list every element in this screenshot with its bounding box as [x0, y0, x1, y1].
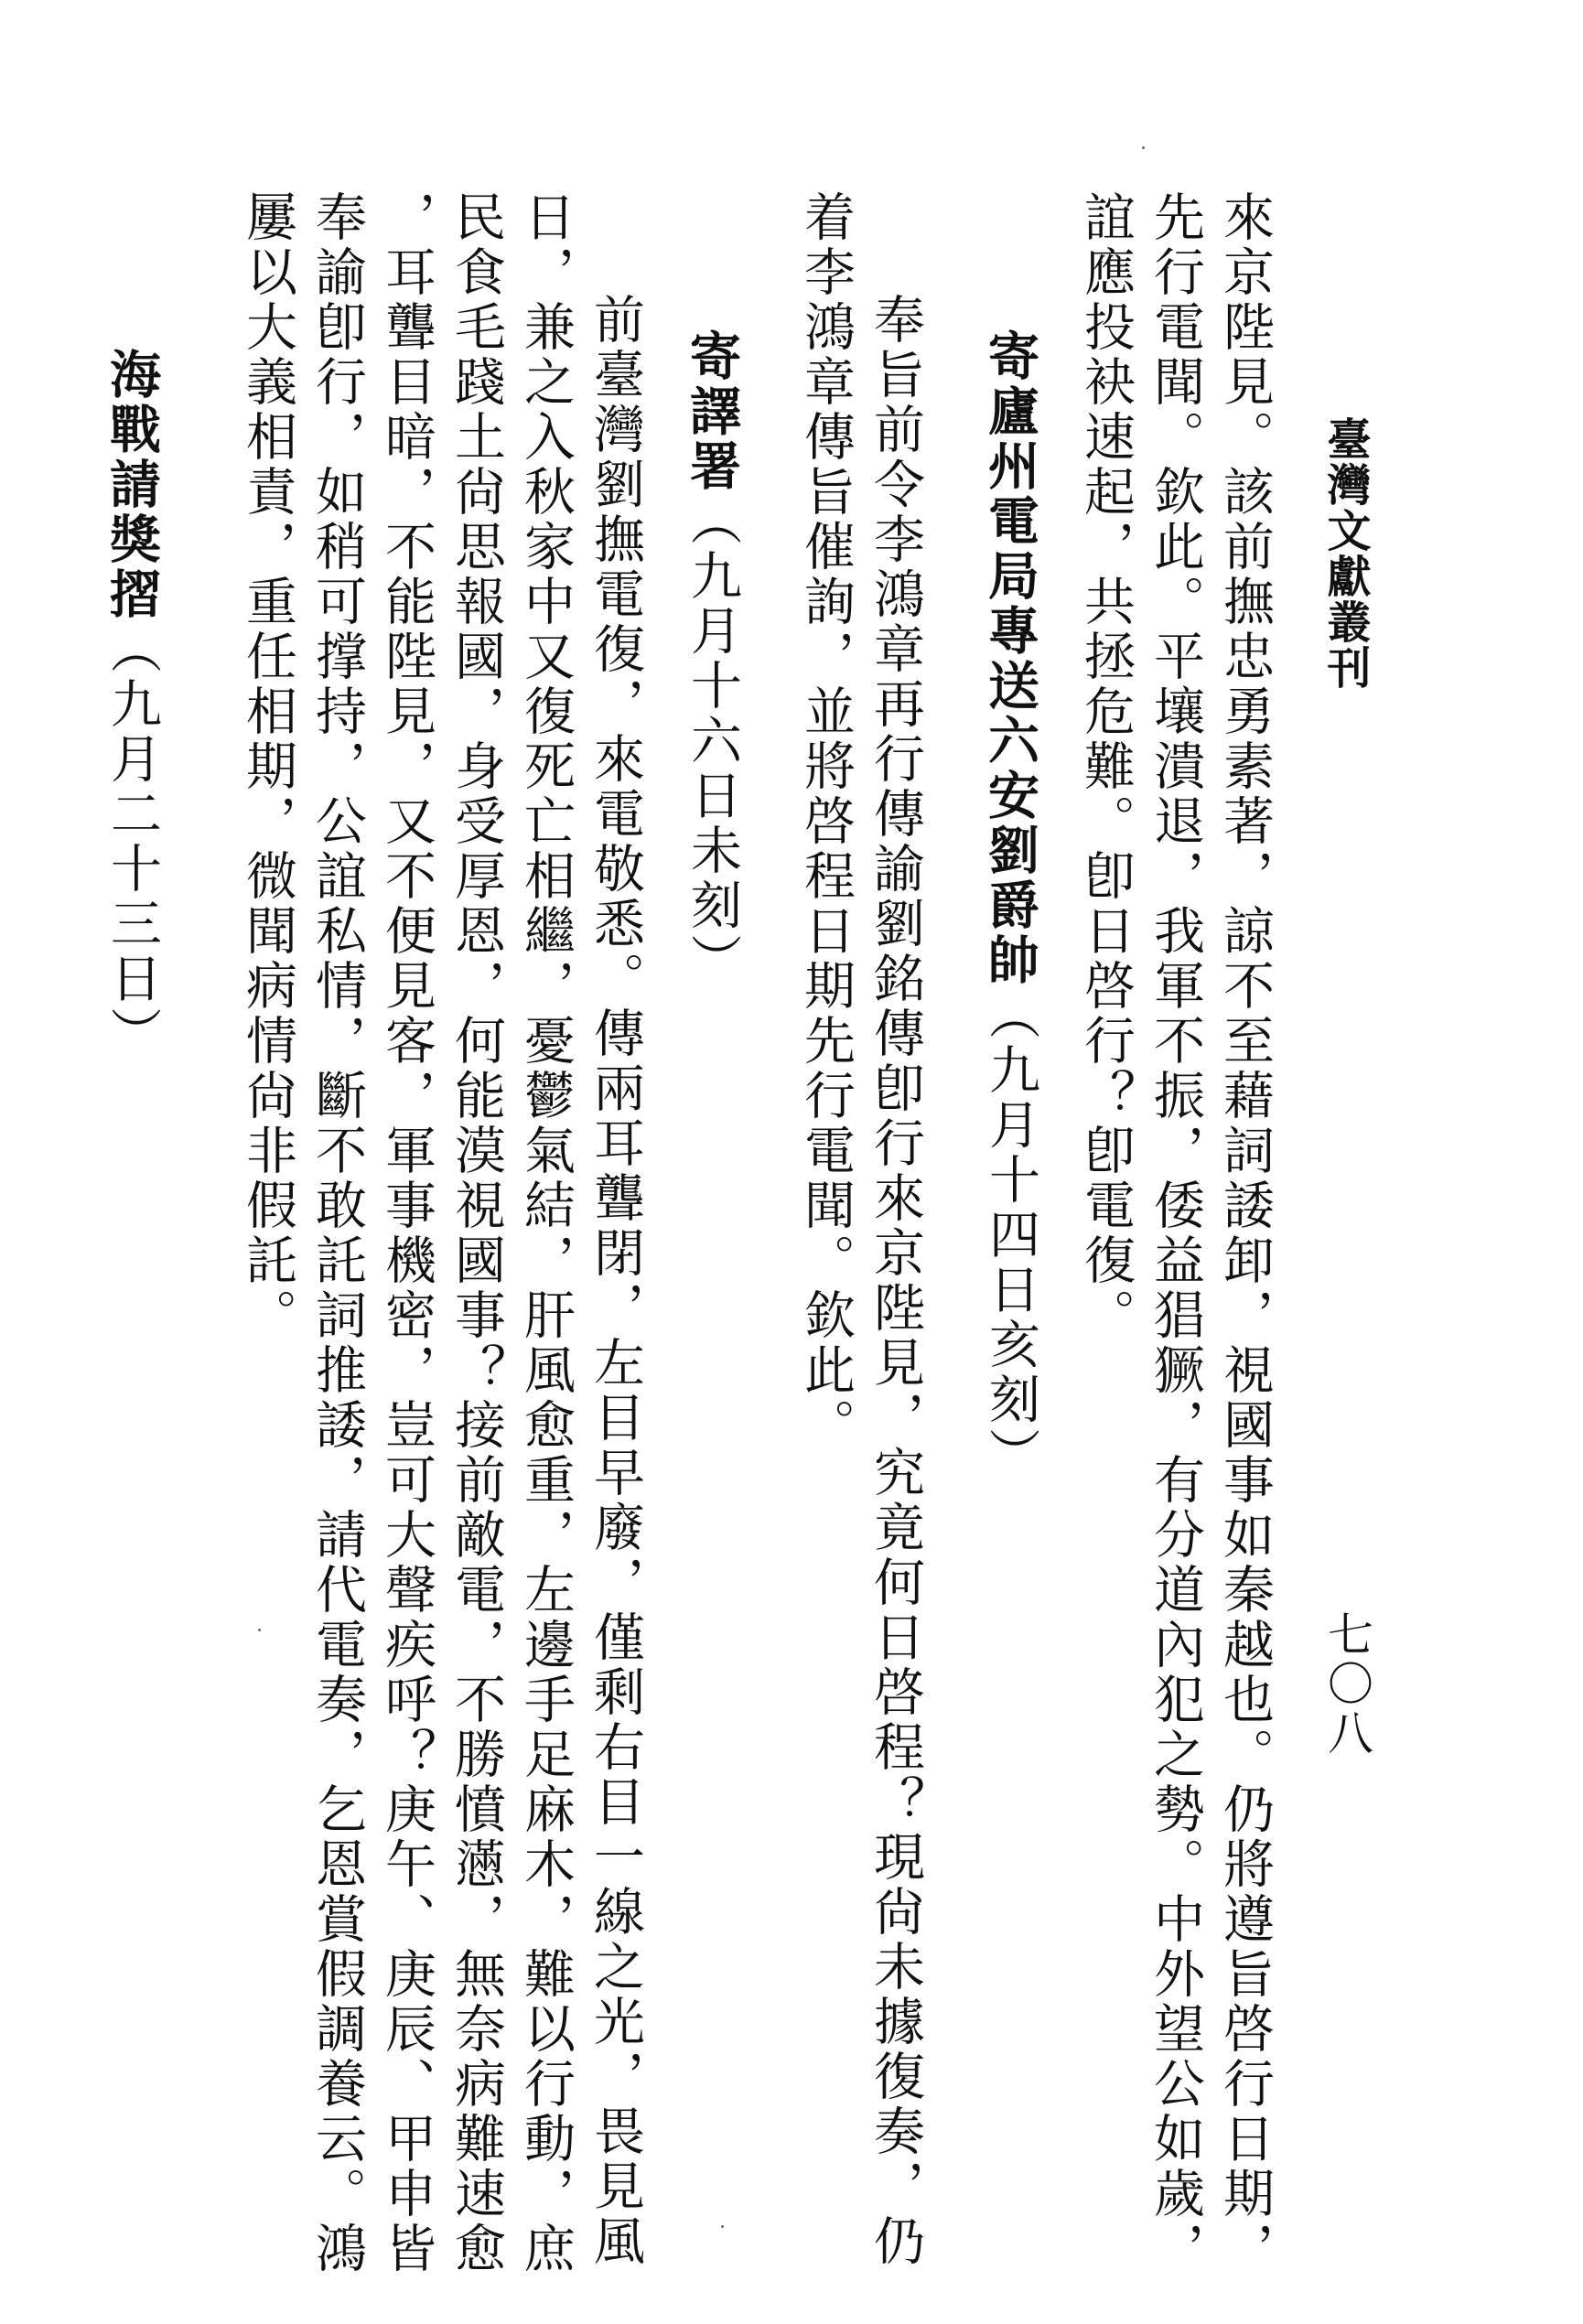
- section-heading: [980, 329, 1040, 1482]
- text-column: 奉諭卽行，如稍可撑持，公誼私情，斷不敢託詞推諉，請代電奏，乞恩賞假調養云。鴻: [307, 190, 367, 2276]
- text-column: 着李鴻章傳旨催詢，並將啓程日期先行電聞。欽此。: [796, 190, 856, 1453]
- section-heading-date: （九月十四日亥刻）: [981, 988, 1040, 1482]
- scan-speck: [258, 1629, 261, 1631]
- page-number: 七〇八: [1320, 1610, 1373, 1759]
- section-heading-date: （九月十六日未刻）: [683, 494, 742, 988]
- scan-speck: [721, 2225, 724, 2228]
- section-heading-title: 寄譯署: [682, 329, 742, 494]
- text-column: ，耳聾目暗，不能陛見，又不便見客，軍事機密，豈可大聲疾呼？庚午、庚辰、甲申皆: [377, 190, 436, 2276]
- text-column: 誼應投袂速起，共拯危難。卽日啓行？卽電復。: [1076, 190, 1136, 1343]
- section-heading-date: （九月二十三日）: [102, 622, 162, 1061]
- section-heading-title: 海戰請獎摺: [102, 348, 162, 622]
- section-heading: [682, 329, 742, 988]
- scan-speck: [1142, 146, 1145, 149]
- text-column: 屢以大義相責，重任相期，微聞病情尙非假託。: [238, 190, 297, 1343]
- text-column: 先行電聞。欽此。平壤潰退，我軍不振，倭益猖獗，有分道內犯之勢。中外望公如歲，: [1146, 190, 1205, 2276]
- running-title: 臺灣文獻叢刊: [1319, 416, 1371, 691]
- text-column: 奉旨前令李鴻章再行傳諭劉銘傳卽行來京陛見，究竟何日啓程？現尙未據復奏，仍: [866, 293, 925, 2269]
- text-column: 前臺灣劉撫電復，來電敬悉。傳兩耳聾閉，左目早廢，僅剩右目一線之光，畏見風: [586, 293, 645, 2269]
- text-column: 來京陛見。該前撫忠勇素著，諒不至藉詞諉卸，視國事如秦越也。仍將遵旨啓行日期，: [1215, 190, 1275, 2276]
- text-column: 民食毛踐土尙思報國，身受厚恩，何能漠視國事？接前敵電，不勝憤懣，無奈病難速愈: [447, 190, 506, 2276]
- section-heading-title: 寄廬州電局專送六安劉爵帥: [980, 329, 1040, 988]
- text-column: 日，兼之入秋家中又復死亡相繼，憂鬱氣結，肝風愈重，左邊手足麻木，難以行動，庶: [516, 190, 576, 2276]
- section-heading: [102, 348, 162, 1061]
